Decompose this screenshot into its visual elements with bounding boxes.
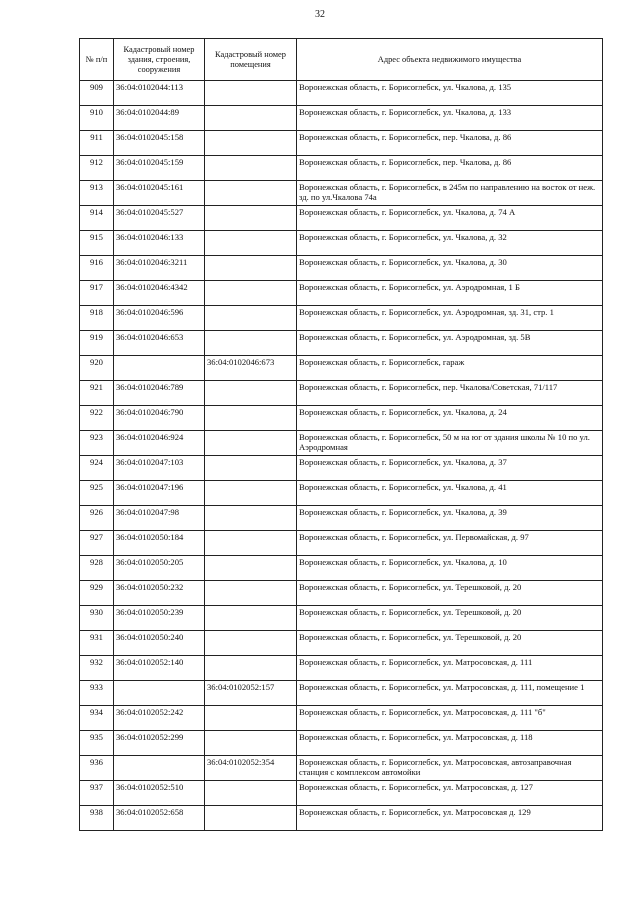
table-row <box>80 806 603 831</box>
property-address: Воронежская область, г. Борисоглебск, ул. Терешковой, д. 20 <box>297 631 603 656</box>
property-address: Воронежская область, г. Борисоглебск, пер. Чкалова, д. 86 <box>297 131 603 156</box>
row-number: 927 <box>80 531 114 556</box>
room-cadastral-number <box>205 256 297 281</box>
room-cadastral-number <box>205 631 297 656</box>
property-address: Воронежская область, г. Борисоглебск, 50 м на юг от здания школы № 10 по ул. Аэродромная <box>297 431 603 456</box>
building-cadastral-number: 36:04:0102047:98 <box>114 506 205 531</box>
property-address: Воронежская область, г. Борисоглебск, ул. Чкалова, д. 37 <box>297 456 603 481</box>
row-number: 917 <box>80 281 114 306</box>
building-cadastral-number: 36:04:0102045:159 <box>114 156 205 181</box>
table-row <box>80 106 603 131</box>
property-address: Воронежская область, г. Борисоглебск, ул. Аэродромная, 1 Б <box>297 281 603 306</box>
page-number: 32 <box>315 9 325 20</box>
table-row <box>80 456 603 481</box>
row-number: 934 <box>80 706 114 731</box>
table-row <box>80 431 603 456</box>
room-cadastral-number <box>205 231 297 256</box>
table-row <box>80 706 603 731</box>
property-address: Воронежская область, г. Борисоглебск, ул. Аэродромная, зд. 31, стр. 1 <box>297 306 603 331</box>
row-number: 937 <box>80 781 114 806</box>
building-cadastral-number: 36:04:0102047:103 <box>114 456 205 481</box>
building-cadastral-number: 36:04:0102052:140 <box>114 656 205 681</box>
room-cadastral-number <box>205 506 297 531</box>
row-number: 935 <box>80 731 114 756</box>
row-number: 921 <box>80 381 114 406</box>
row-number: 923 <box>80 431 114 456</box>
table-row <box>80 156 603 181</box>
row-number: 918 <box>80 306 114 331</box>
table-body <box>80 81 603 831</box>
room-cadastral-number <box>205 581 297 606</box>
property-address: Воронежская область, г. Борисоглебск, ул. Матросовская, д. 111, помещение 1 <box>297 681 603 706</box>
property-address: Воронежская область, г. Борисоглебск, ул. Чкалова, д. 30 <box>297 256 603 281</box>
room-cadastral-number <box>205 156 297 181</box>
table-row <box>80 356 603 381</box>
building-cadastral-number: 36:04:0102046:3211 <box>114 256 205 281</box>
building-cadastral-number: 36:04:0102052:299 <box>114 731 205 756</box>
room-cadastral-number <box>205 181 297 206</box>
building-cadastral-number <box>114 356 205 381</box>
property-address: Воронежская область, г. Борисоглебск, ул. Матросовская, автозаправочная станция с комплексом автомойки <box>297 756 603 781</box>
room-cadastral-number <box>205 406 297 431</box>
row-number: 930 <box>80 606 114 631</box>
room-cadastral-number <box>205 806 297 831</box>
building-cadastral-number: 36:04:0102046:133 <box>114 231 205 256</box>
header-building-cadastral: Кадастровый номер здания, строения, сооружения <box>114 39 205 81</box>
property-address: Воронежская область, г. Борисоглебск, ул. Чкалова, д. 74 А <box>297 206 603 231</box>
building-cadastral-number: 36:04:0102046:924 <box>114 431 205 456</box>
room-cadastral-number: 36:04:0102046:673 <box>205 356 297 381</box>
room-cadastral-number <box>205 656 297 681</box>
table-row <box>80 531 603 556</box>
building-cadastral-number: 36:04:0102050:184 <box>114 531 205 556</box>
property-address: Воронежская область, г. Борисоглебск, пер. Чкалова/Советская, 71/117 <box>297 381 603 406</box>
row-number: 915 <box>80 231 114 256</box>
building-cadastral-number <box>114 756 205 781</box>
table-row <box>80 781 603 806</box>
table-row <box>80 256 603 281</box>
row-number: 919 <box>80 331 114 356</box>
building-cadastral-number: 36:04:0102045:527 <box>114 206 205 231</box>
room-cadastral-number <box>205 106 297 131</box>
row-number: 938 <box>80 806 114 831</box>
row-number: 909 <box>80 81 114 106</box>
room-cadastral-number <box>205 331 297 356</box>
building-cadastral-number: 36:04:0102046:789 <box>114 381 205 406</box>
room-cadastral-number <box>205 706 297 731</box>
row-number: 926 <box>80 506 114 531</box>
property-address: Воронежская область, г. Борисоглебск, гараж <box>297 356 603 381</box>
table-row <box>80 306 603 331</box>
building-cadastral-number: 36:04:0102052:658 <box>114 806 205 831</box>
table-row <box>80 281 603 306</box>
room-cadastral-number <box>205 281 297 306</box>
building-cadastral-number: 36:04:0102050:205 <box>114 556 205 581</box>
building-cadastral-number: 36:04:0102046:653 <box>114 331 205 356</box>
room-cadastral-number <box>205 306 297 331</box>
table-row <box>80 631 603 656</box>
room-cadastral-number: 36:04:0102052:157 <box>205 681 297 706</box>
table-row <box>80 731 603 756</box>
property-address: Воронежская область, г. Борисоглебск, ул. Чкалова, д. 24 <box>297 406 603 431</box>
property-address: Воронежская область, г. Борисоглебск, ул. Чкалова, д. 135 <box>297 81 603 106</box>
building-cadastral-number: 36:04:0102045:158 <box>114 131 205 156</box>
building-cadastral-number: 36:04:0102047:196 <box>114 481 205 506</box>
building-cadastral-number: 36:04:0102044:89 <box>114 106 205 131</box>
row-number: 914 <box>80 206 114 231</box>
row-number: 924 <box>80 456 114 481</box>
row-number: 928 <box>80 556 114 581</box>
room-cadastral-number <box>205 781 297 806</box>
property-address: Воронежская область, г. Борисоглебск, в 245м по направлению на восток от неж. зд. по ул.Чкалова 74а <box>297 181 603 206</box>
property-address: Воронежская область, г. Борисоглебск, ул. Матросовская, д. 127 <box>297 781 603 806</box>
property-address: Воронежская область, г. Борисоглебск, ул. Терешковой, д. 20 <box>297 606 603 631</box>
building-cadastral-number: 36:04:0102046:4342 <box>114 281 205 306</box>
room-cadastral-number <box>205 481 297 506</box>
table-row <box>80 581 603 606</box>
header-room-cadastral: Кадастровый номер помещения <box>205 39 297 81</box>
row-number: 911 <box>80 131 114 156</box>
property-address: Воронежская область, г. Борисоглебск, ул. Чкалова, д. 32 <box>297 231 603 256</box>
table-row <box>80 381 603 406</box>
room-cadastral-number: 36:04:0102052:354 <box>205 756 297 781</box>
room-cadastral-number <box>205 431 297 456</box>
building-cadastral-number: 36:04:0102045:161 <box>114 181 205 206</box>
property-address: Воронежская область, г. Борисоглебск, ул. Чкалова, д. 39 <box>297 506 603 531</box>
header-address: Адрес объекта недвижимого имущества <box>297 39 603 81</box>
row-number: 925 <box>80 481 114 506</box>
row-number: 931 <box>80 631 114 656</box>
row-number: 933 <box>80 681 114 706</box>
property-address: Воронежская область, г. Борисоглебск, ул. Чкалова, д. 133 <box>297 106 603 131</box>
building-cadastral-number: 36:04:0102052:242 <box>114 706 205 731</box>
property-address: Воронежская область, г. Борисоглебск, ул. Матросовская, д. 118 <box>297 731 603 756</box>
row-number: 936 <box>80 756 114 781</box>
table-row <box>80 506 603 531</box>
row-number: 932 <box>80 656 114 681</box>
row-number: 913 <box>80 181 114 206</box>
row-number: 929 <box>80 581 114 606</box>
table-row <box>80 131 603 156</box>
building-cadastral-number: 36:04:0102046:790 <box>114 406 205 431</box>
property-address: Воронежская область, г. Борисоглебск, ул. Чкалова, д. 10 <box>297 556 603 581</box>
building-cadastral-number: 36:04:0102052:510 <box>114 781 205 806</box>
property-address: Воронежская область, г. Борисоглебск, пер. Чкалова, д. 86 <box>297 156 603 181</box>
row-number: 916 <box>80 256 114 281</box>
table-row <box>80 181 603 206</box>
room-cadastral-number <box>205 531 297 556</box>
property-table <box>79 38 603 831</box>
building-cadastral-number: 36:04:0102050:239 <box>114 606 205 631</box>
building-cadastral-number: 36:04:0102050:232 <box>114 581 205 606</box>
building-cadastral-number: 36:04:0102050:240 <box>114 631 205 656</box>
row-number: 922 <box>80 406 114 431</box>
room-cadastral-number <box>205 381 297 406</box>
table-row <box>80 606 603 631</box>
table-header <box>80 39 603 81</box>
property-address: Воронежская область, г. Борисоглебск, ул. Аэродромная, зд. 5В <box>297 331 603 356</box>
building-cadastral-number: 36:04:0102046:596 <box>114 306 205 331</box>
table-row <box>80 681 603 706</box>
table-row <box>80 331 603 356</box>
building-cadastral-number: 36:04:0102044:113 <box>114 81 205 106</box>
row-number: 910 <box>80 106 114 131</box>
row-number: 920 <box>80 356 114 381</box>
table-row <box>80 556 603 581</box>
table-row <box>80 406 603 431</box>
building-cadastral-number <box>114 681 205 706</box>
table-row <box>80 206 603 231</box>
table-row <box>80 81 603 106</box>
room-cadastral-number <box>205 456 297 481</box>
table-row <box>80 231 603 256</box>
table-row <box>80 756 603 781</box>
property-address: Воронежская область, г. Борисоглебск, ул. Матросовская, д. 111 <box>297 656 603 681</box>
room-cadastral-number <box>205 206 297 231</box>
property-address: Воронежская область, г. Борисоглебск, ул. Первомайская, д. 97 <box>297 531 603 556</box>
property-address: Воронежская область, г. Борисоглебск, ул. Чкалова, д. 41 <box>297 481 603 506</box>
room-cadastral-number <box>205 556 297 581</box>
room-cadastral-number <box>205 81 297 106</box>
property-address: Воронежская область, г. Борисоглебск, ул. Матросовская, д. 111 "б" <box>297 706 603 731</box>
table-row <box>80 481 603 506</box>
room-cadastral-number <box>205 731 297 756</box>
header-num: № п/п <box>80 39 114 81</box>
property-address: Воронежская область, г. Борисоглебск, ул. Матросовская д. 129 <box>297 806 603 831</box>
row-number: 912 <box>80 156 114 181</box>
property-address: Воронежская область, г. Борисоглебск, ул. Терешковой, д. 20 <box>297 581 603 606</box>
room-cadastral-number <box>205 131 297 156</box>
room-cadastral-number <box>205 606 297 631</box>
table-row <box>80 656 603 681</box>
